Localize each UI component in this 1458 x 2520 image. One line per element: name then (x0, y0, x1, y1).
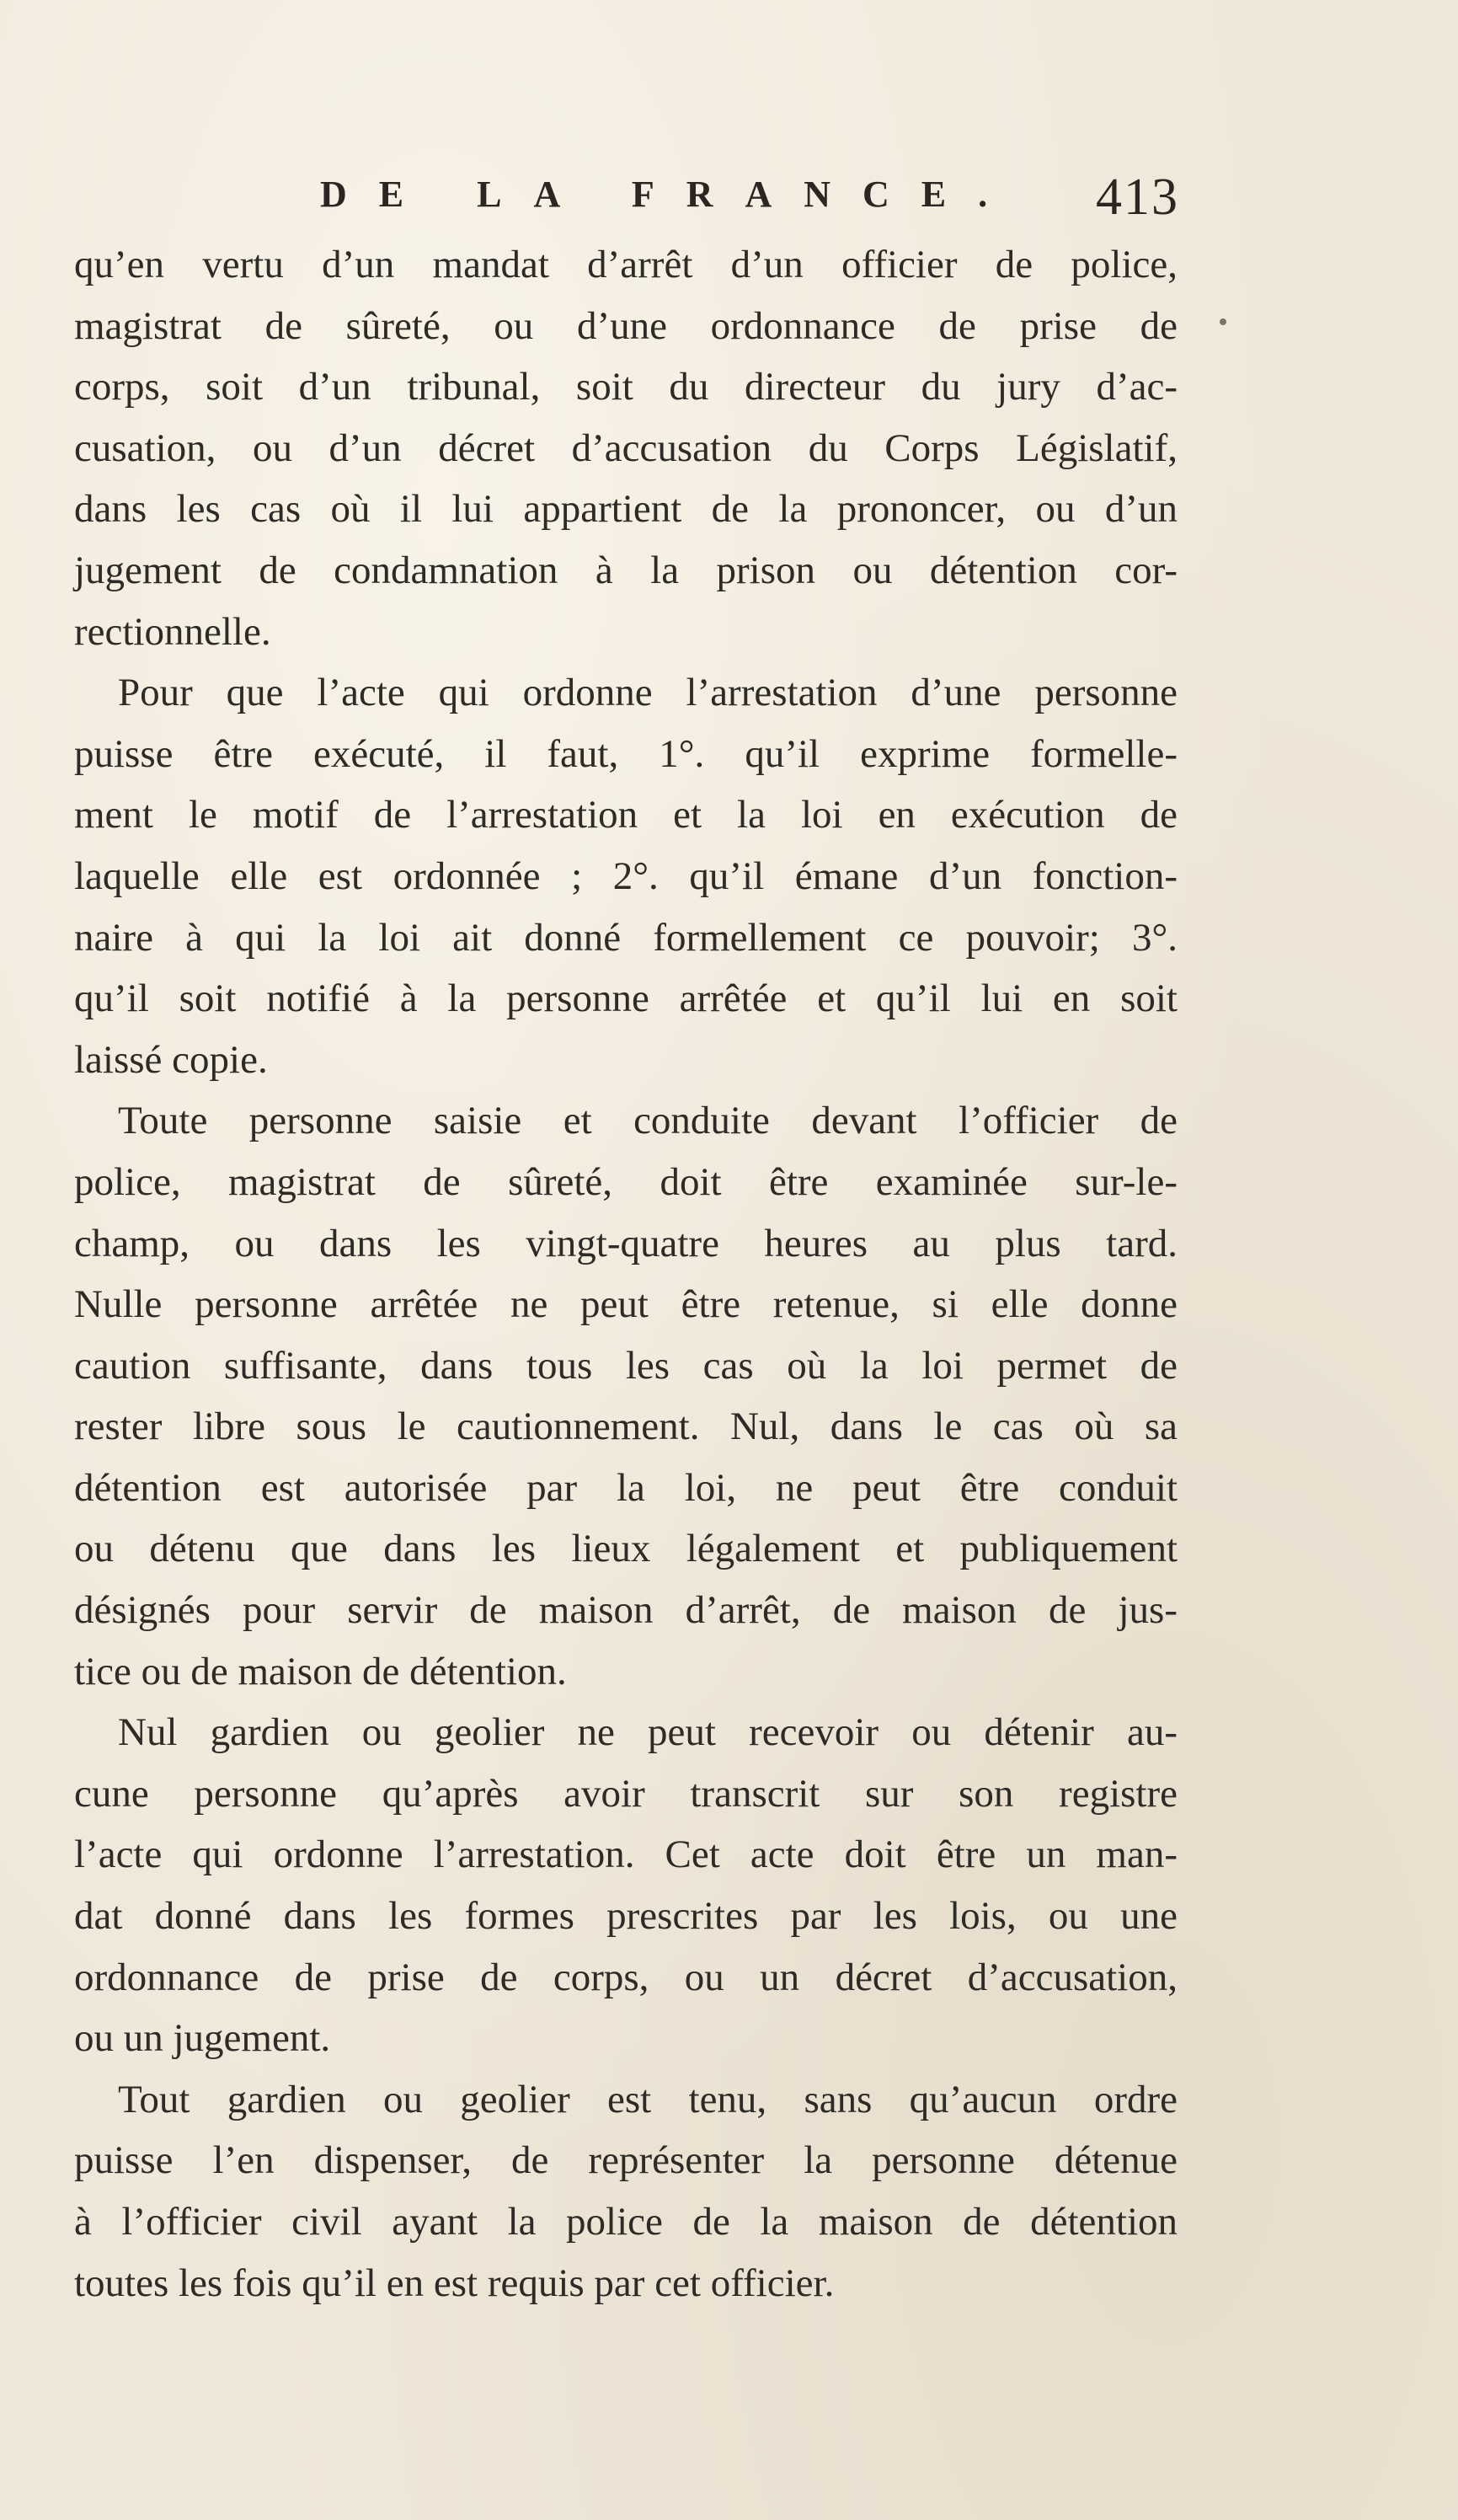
text-line: Toute personne saisie et conduite devant l’officier de (118, 1099, 1178, 1143)
running-title: DE LA FRANCE. (320, 174, 1020, 215)
page-number: 413 (1096, 169, 1179, 226)
text-line: laquelle elle est ordonnée ; 2°. qu’il émane d’un fonction- (74, 853, 1178, 898)
text-line: jugement de condamnation à la prison ou détention cor- (74, 548, 1178, 592)
text-line: cune personne qu’après avoir transcrit sur son registre (74, 1771, 1178, 1816)
text-line: tice ou de maison de détention. (74, 1649, 567, 1693)
running-head (320, 169, 1179, 232)
text-line: toutes les fois qu’il en est requis par cet officier. (74, 2261, 835, 2305)
text-line: qu’en vertu d’un mandat d’arrêt d’un officier de police, (74, 243, 1178, 286)
text-line: puisse être exécuté, il faut, 1°. qu’il exprime formelle- (74, 731, 1178, 776)
text-line: magistrat de sûreté, ou d’une ordonnance de prise de (74, 303, 1178, 348)
paragraph (74, 1702, 1178, 2069)
text-line: Nul gardien ou geolier ne peut recevoir ou détenir au- (118, 1710, 1178, 1755)
text-line: ou détenu que dans les lieux légalement et publiquement (74, 1527, 1178, 1571)
text-line: Pour que l’acte qui ordonne l’arrestation d’une personne (118, 671, 1178, 715)
text-line: ordonnance de prise de corps, ou un décret d’accusation, (74, 1955, 1178, 1999)
text-line: ou un jugement. (74, 2016, 331, 2061)
text-line: cusation, ou d’un décret d’accusation du Corps Législatif, (74, 425, 1178, 470)
paragraph (74, 234, 1178, 662)
text-line: rectionnelle. (74, 609, 271, 654)
text-line: qu’il soit notifié à la personne arrêtée et qu’il lui en soit (74, 976, 1178, 1021)
text-line: Tout gardien ou geolier est tenu, sans qu’aucun ordre (118, 2077, 1178, 2121)
text-line: l’acte qui ordonne l’arrestation. Cet acte doit être un man- (74, 1832, 1178, 1877)
text-line: ment le motif de l’arrestation et la loi en exécution de (74, 793, 1178, 837)
text-line: champ, ou dans les vingt-quatre heures au plus tard. (74, 1221, 1178, 1265)
text-line: dans les cas où il lui appartient de la prononcer, ou d’un (74, 487, 1178, 532)
text-line: corps, soit d’un tribunal, soit du directeur du jury d’ac- (74, 365, 1178, 409)
text-line: désignés pour servir de maison d’arrêt, de maison de jus- (74, 1588, 1178, 1633)
ink-speck (1220, 318, 1226, 325)
text-line: à l’officier civil ayant la police de la maison de détention (74, 2200, 1178, 2244)
text-line: Nulle personne arrêtée ne peut être retenue, si elle donne (74, 1282, 1178, 1327)
text-line: détention est autorisée par la loi, ne peut être conduit (74, 1465, 1178, 1510)
text-line: rester libre sous le cautionnement. Nul, dans le cas où sa (74, 1404, 1178, 1449)
text-line: dat donné dans les formes prescrites par les lois, ou une (74, 1894, 1178, 1939)
body-text (74, 234, 1178, 2314)
paragraph (74, 662, 1178, 1090)
text-line: naire à qui la loi ait donné formellement ce pouvoir; 3°. (74, 915, 1178, 960)
text-line: caution suffisante, dans tous les cas où la loi permet de (74, 1343, 1178, 1388)
text-line: laissé copie. (74, 1037, 268, 1082)
text-line: police, magistrat de sûreté, doit être examinée sur-le- (74, 1159, 1178, 1204)
paragraph (74, 2069, 1178, 2314)
text-line: puisse l’en dispenser, de représenter la personne détenue (74, 2138, 1178, 2183)
paragraph (74, 1090, 1178, 1702)
